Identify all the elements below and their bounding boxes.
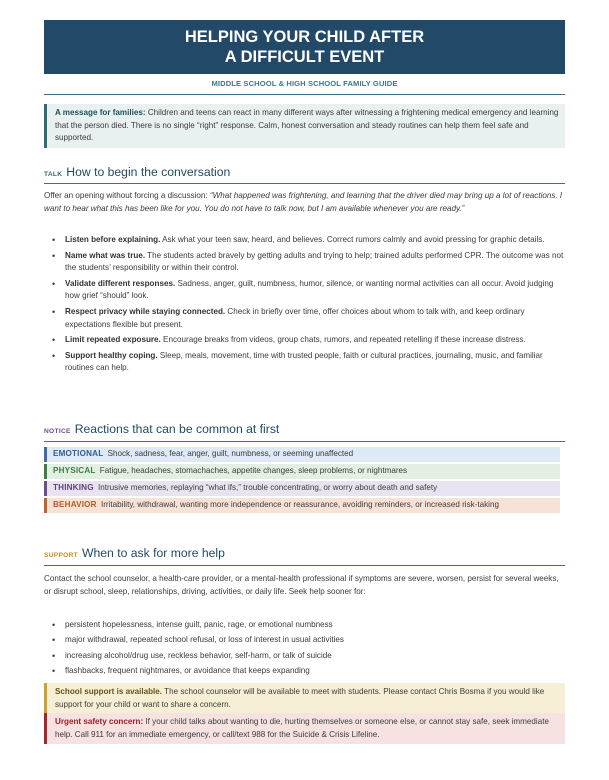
reaction-text: Shock, sadness, fear, anger, guilt, numbness, or seeming unaffected [107,449,354,458]
urgent-safety-callout [44,713,565,744]
warning-sign-item: • increasing alcohol/drug use, reckless behavior, self-harm, or talk of suicide [44,650,565,663]
reaction-label: PHYSICAL [53,466,96,475]
talk-tips-list [44,234,565,378]
support-intro: Contact the school counselor, a health-care provider, or a mental-health professional if symptoms are severe, worsen, persist for several weeks, or disrupt school, sleep, relationships, driving, activities, or daily life. Seek help sooner for: [44,574,559,596]
talk-section-title: How to begin the conversation [66,165,231,179]
family-message-text: Children and teens can react in many different ways after witnessing a frightening medical emergency and learning that the person died. There is no single “right” response. Calm, honest conversation and steady routines can help them feel safe and supported. [55,108,559,143]
talk-tip [44,350,565,375]
talk-intro [44,190,565,215]
talk-tip-text: Check in briefly over time, offer choices about whom to talk with, and keep ordinary expectations flexible but present. [65,306,525,329]
page-title-line-2: A DIFFICULT EVENT [224,48,385,66]
notice-kicker: NOTICE [44,428,71,435]
talk-section-header [44,165,230,179]
reaction-text: Intrusive memories, replaying “what ifs,” trouble concentrating, or worry about death and safety [97,483,438,492]
notice-divider [44,441,565,442]
warning-sign-item: • flashbacks, frequent nightmares, or avoidance that keeps expanding [44,665,565,678]
reaction-row-physical [44,464,560,479]
reaction-text: Fatigue, headaches, stomachaches, appetite changes, sleep problems, or nightmares [99,466,408,475]
talk-intro-text: Offer an opening without forcing a discussion: [44,191,210,200]
family-message-callout [44,104,565,148]
reaction-label: THINKING [53,483,94,492]
school-support-lead: School support is available. [55,687,163,696]
family-message-lead: A message for families: [55,108,146,117]
support-kicker: SUPPORT [44,552,78,559]
reaction-row-behavior [44,498,560,513]
talk-divider [44,183,565,184]
notice-section-header [44,422,279,436]
talk-tip-lead: Name what was true. [65,250,146,260]
support-divider [44,565,565,566]
urgent-safety-text: If your child talks about wanting to die, hurting themselves or someone else, or cannot stay safe, seek immediate help. Call 911 for an immediate emergency, or call/text 988 for the Suicide & Crisis Lifeline. [55,717,549,739]
title-banner [44,20,565,74]
talk-tip-lead: Validate different responses. [65,278,176,288]
notice-section-title: Reactions that can be common at first [74,422,280,436]
page-title-line-1: HELPING YOUR CHILD AFTER [184,28,425,46]
school-support-callout [44,683,565,714]
reaction-text: Irritability, withdrawal, wanting more independence or reassurance, avoiding reminders, or increased risk-taking [100,500,499,509]
support-section-title: When to ask for more help [81,546,225,560]
warning-signs-list [44,619,565,681]
reaction-label: BEHAVIOR [53,500,97,509]
warning-sign-item: • persistent hopelessness, intense guilt, panic, rage, or emotional numbness [44,619,565,632]
talk-tip-text: Encourage breaks from videos, group chats, rumors, and repeated retelling if these increase distress. [160,335,526,345]
reaction-row-emotional [44,447,560,462]
warning-sign-item: • major withdrawal, repeated school refusal, or loss of interest in usual activities [44,634,565,647]
talk-tip-text: The students acted bravely by getting adults and trying to help; trained adults performed CPR. The outcome was not the students’ responsibility or within their control. [65,250,564,273]
talk-tip-text: Sadness, anger, guilt, numbness, humor, silence, or wanting normal activities can all occur. Avoid judging how grief “should” look. [65,278,554,301]
talk-tip-lead: Limit repeated exposure. [65,335,161,345]
talk-kicker: TALK [44,171,63,178]
talk-tip-text: Ask what your teen saw, heard, and believes. Correct rumors calmly and avoid pressing for graphic details. [160,235,545,244]
talk-tip [44,334,565,347]
support-section-header [44,546,225,560]
reaction-row-thinking [44,481,560,496]
talk-tip-text: Sleep, meals, movement, time with trusted people, faith or cultural practices, journaling, music, and familiar routines can help. [65,350,543,373]
talk-tip [44,278,565,303]
talk-tip-lead: Respect privacy while staying connected. [65,306,226,316]
reaction-label: EMOTIONAL [53,449,104,458]
talk-tip [44,234,565,247]
talk-intro-quote: “What happened was frightening, and learning that the driver died may bring up a lot of reactions. I want to hear what this has been like for you. You do not have to talk now, but I am available whenever you are ready.” [44,191,563,213]
school-support-text: The school counselor will be available to meet with students. Please contact Chris Bosma if you would like support for your child or want to share a concern. [55,687,545,709]
talk-tip [44,306,565,331]
urgent-safety-lead: Urgent safety concern: [55,717,144,726]
talk-tip-lead: Listen before explaining. [65,235,161,244]
talk-tip-lead: Support healthy coping. [65,350,158,360]
subtitle-divider [44,94,565,95]
talk-tip [44,250,565,275]
page-subtitle: MIDDLE SCHOOL & HIGH SCHOOL FAMILY GUIDE [211,79,398,88]
